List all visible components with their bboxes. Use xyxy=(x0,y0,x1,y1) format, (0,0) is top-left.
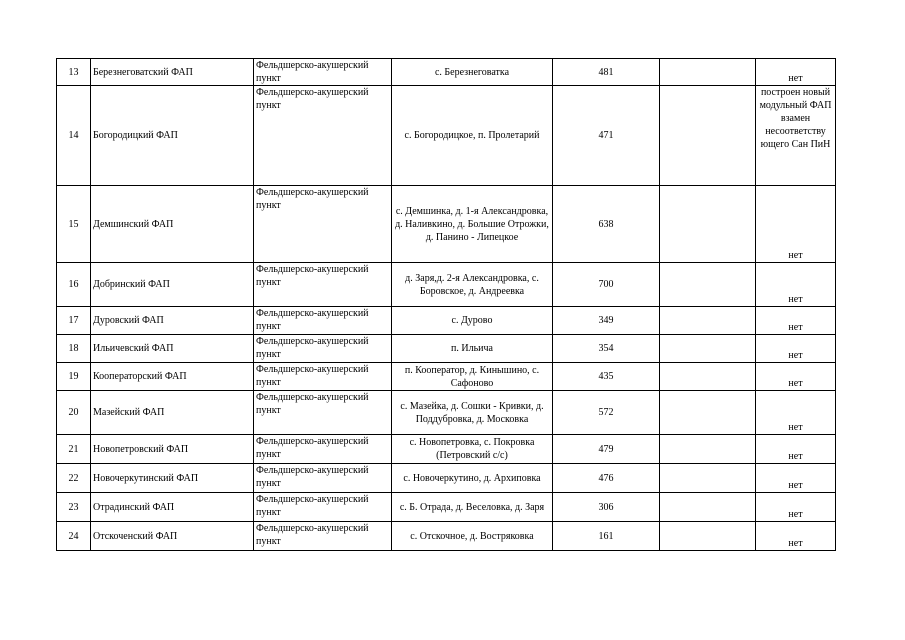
empty-cell xyxy=(660,263,756,307)
population-cell xyxy=(553,86,660,186)
settlements-cell xyxy=(392,464,553,493)
empty-cell xyxy=(660,335,756,363)
note-cell xyxy=(756,307,836,335)
settlements-cell xyxy=(392,59,553,86)
settlements-cell-text: п. Кооператор, д. Кинышино, с. Сафоново xyxy=(404,364,540,389)
row-number-cell-text: 14 xyxy=(68,130,79,141)
note-cell xyxy=(756,391,836,435)
table-row xyxy=(57,86,836,186)
row-number-cell xyxy=(57,363,91,391)
fap-name-cell-text: Ильичевский ФАП xyxy=(93,343,174,354)
row-number-cell-text: 19 xyxy=(68,371,79,382)
table-row xyxy=(57,363,836,391)
note-cell-text: нет xyxy=(788,480,803,491)
settlements-cell-text: п. Ильича xyxy=(451,343,493,354)
note-cell-text: построен новый модульный ФАП взамен несоответству ющего Сан ПиН xyxy=(759,87,832,150)
row-number-cell xyxy=(57,307,91,335)
facility-type-cell-text: Фельдшерско-акушерский пункт xyxy=(256,264,369,288)
population-cell xyxy=(553,464,660,493)
fap-name-cell xyxy=(91,363,254,391)
settlements-cell xyxy=(392,363,553,391)
settlements-cell-text: с. Мазейка, д. Сошки - Кривки, д. Поддубровка, д. Московка xyxy=(400,400,544,425)
fap-name-cell-text: Отскоченский ФАП xyxy=(93,530,178,542)
facility-type-cell-text: Фельдшерско-акушерский пункт xyxy=(256,364,369,388)
row-number-cell xyxy=(57,493,91,522)
empty-cell xyxy=(660,391,756,435)
facility-type-cell xyxy=(254,307,392,335)
population-cell xyxy=(553,391,660,435)
row-number-cell-text: 16 xyxy=(68,279,79,290)
fap-name-cell-text: Мазейский ФАП xyxy=(93,407,165,418)
settlements-cell xyxy=(392,86,553,186)
fap-name-cell-text: Демшинский ФАП xyxy=(93,218,174,230)
settlements-cell xyxy=(392,493,553,522)
facility-type-cell xyxy=(254,493,392,522)
fap-name-cell xyxy=(91,464,254,493)
note-cell xyxy=(756,435,836,464)
population-cell xyxy=(553,263,660,307)
population-cell xyxy=(553,435,660,464)
note-cell-text: нет xyxy=(788,294,803,305)
empty-cell xyxy=(660,363,756,391)
facility-type-cell xyxy=(254,263,392,307)
facility-type-cell xyxy=(254,59,392,86)
note-cell-text: нет xyxy=(788,509,803,520)
facility-type-cell xyxy=(254,391,392,435)
table-row xyxy=(57,435,836,464)
empty-cell xyxy=(660,186,756,263)
row-number-cell xyxy=(57,391,91,435)
population-cell-text: 435 xyxy=(598,371,614,382)
row-number-cell xyxy=(57,522,91,551)
note-cell xyxy=(756,522,836,551)
row-number-cell xyxy=(57,86,91,186)
empty-cell xyxy=(660,59,756,86)
population-cell xyxy=(553,186,660,263)
settlements-cell-text: с. Б. Отрада, д. Веселовка, д. Заря xyxy=(399,501,545,513)
row-number-cell-text: 13 xyxy=(68,66,79,78)
fap-name-cell xyxy=(91,86,254,186)
facility-type-cell xyxy=(254,335,392,363)
note-cell-text: нет xyxy=(788,250,803,261)
facility-type-cell-text: Фельдшерско-акушерский пункт xyxy=(256,392,369,416)
table-row xyxy=(57,391,836,435)
note-cell xyxy=(756,363,836,391)
facility-type-cell xyxy=(254,86,392,186)
empty-cell xyxy=(660,435,756,464)
settlements-cell-text: с. Отскочное, д. Востряковка xyxy=(410,530,534,542)
table-row xyxy=(57,464,836,493)
population-cell xyxy=(553,522,660,551)
row-number-cell xyxy=(57,263,91,307)
population-cell-text: 638 xyxy=(598,218,614,230)
population-cell-text: 354 xyxy=(598,343,614,354)
population-cell xyxy=(553,335,660,363)
fap-name-cell xyxy=(91,263,254,307)
row-number-cell-text: 18 xyxy=(68,343,79,354)
settlements-cell-text: с. Демшинка, д. 1-я Александровка, д. Наливкино, д. Большие Отрожки, д. Панино - Липецкое xyxy=(395,205,549,243)
fap-name-cell xyxy=(91,391,254,435)
facility-type-cell-text: Фельдшерско-акушерский пункт xyxy=(256,187,369,211)
population-cell-text: 572 xyxy=(598,407,614,418)
row-number-cell-text: 20 xyxy=(68,407,79,418)
note-cell xyxy=(756,335,836,363)
table-row xyxy=(57,307,836,335)
fap-name-cell-text: Богородицкий ФАП xyxy=(93,130,178,141)
fap-name-cell xyxy=(91,522,254,551)
population-cell xyxy=(553,307,660,335)
population-cell-text: 349 xyxy=(598,315,614,326)
table-row xyxy=(57,59,836,86)
fap-name-cell-text: Новопетровский ФАП xyxy=(93,443,189,455)
note-cell-text: нет xyxy=(788,73,803,84)
empty-cell xyxy=(660,307,756,335)
population-cell-text: 479 xyxy=(598,443,614,455)
settlements-cell xyxy=(392,435,553,464)
row-number-cell xyxy=(57,335,91,363)
settlements-cell-text: с. Новопетровка, с. Покровка (Петровский с/с) xyxy=(409,437,535,461)
population-cell-text: 481 xyxy=(598,66,614,78)
facility-type-cell xyxy=(254,186,392,263)
row-number-cell-text: 15 xyxy=(68,218,79,230)
settlements-cell xyxy=(392,335,553,363)
table-body xyxy=(57,59,836,551)
facility-type-cell-text: Фельдшерско-акушерский пункт xyxy=(256,308,369,332)
facility-type-cell xyxy=(254,522,392,551)
fap-name-cell-text: Отрадинский ФАП xyxy=(93,501,175,513)
note-cell xyxy=(756,263,836,307)
population-cell xyxy=(553,493,660,522)
population-cell-text: 471 xyxy=(598,130,614,141)
fap-name-cell-text: Дуровский ФАП xyxy=(93,315,164,326)
settlements-cell-text: д. Заря,д. 2-я Александровка, с. Боровское, д. Андреевка xyxy=(405,272,539,297)
facility-type-cell-text: Фельдшерско-акушерский пункт xyxy=(256,494,369,518)
row-number-cell xyxy=(57,464,91,493)
row-number-cell-text: 24 xyxy=(68,530,79,542)
settlements-cell xyxy=(392,522,553,551)
population-cell-text: 306 xyxy=(598,501,614,513)
row-number-cell-text: 23 xyxy=(68,501,79,513)
note-cell xyxy=(756,86,836,186)
settlements-cell xyxy=(392,263,553,307)
facility-type-cell-text: Фельдшерско-акушерский пункт xyxy=(256,60,369,84)
row-number-cell-text: 22 xyxy=(68,472,79,484)
population-cell xyxy=(553,363,660,391)
note-cell-text: нет xyxy=(788,378,803,389)
population-cell-text: 161 xyxy=(598,530,614,542)
fap-name-cell xyxy=(91,307,254,335)
settlements-cell-text: с. Березнеговатка xyxy=(434,66,510,78)
settlements-cell xyxy=(392,186,553,263)
facility-type-cell xyxy=(254,363,392,391)
settlements-cell-text: с. Дурово xyxy=(451,315,493,326)
note-cell xyxy=(756,493,836,522)
table-row xyxy=(57,263,836,307)
population-cell-text: 476 xyxy=(598,472,614,484)
note-cell xyxy=(756,186,836,263)
note-cell-text: нет xyxy=(788,322,803,333)
settlements-cell xyxy=(392,307,553,335)
facility-type-cell-text: Фельдшерско-акушерский пункт xyxy=(256,523,369,547)
fap-name-cell xyxy=(91,335,254,363)
note-cell-text: нет xyxy=(788,422,803,433)
row-number-cell-text: 17 xyxy=(68,315,79,326)
empty-cell xyxy=(660,493,756,522)
facility-type-cell-text: Фельдшерско-акушерский пункт xyxy=(256,436,369,460)
fap-name-cell-text: Добринский ФАП xyxy=(93,279,170,290)
row-number-cell xyxy=(57,186,91,263)
fap-name-cell-text: Кооператорский ФАП xyxy=(93,371,187,382)
note-cell xyxy=(756,464,836,493)
row-number-cell xyxy=(57,435,91,464)
fap-name-cell xyxy=(91,186,254,263)
fap-name-cell xyxy=(91,59,254,86)
table-row xyxy=(57,335,836,363)
empty-cell xyxy=(660,86,756,186)
note-cell-text: нет xyxy=(788,538,803,549)
fap-name-cell-text: Новочеркутинский ФАП xyxy=(93,472,199,484)
empty-cell xyxy=(660,464,756,493)
fap-name-cell-text: Березнеговатский ФАП xyxy=(93,66,193,78)
facility-type-cell xyxy=(254,464,392,493)
empty-cell xyxy=(660,522,756,551)
population-cell-text: 700 xyxy=(598,279,614,290)
note-cell-text: нет xyxy=(788,451,803,462)
fap-name-cell xyxy=(91,493,254,522)
settlements-cell xyxy=(392,391,553,435)
facility-type-cell-text: Фельдшерско-акушерский пункт xyxy=(256,465,369,489)
row-number-cell xyxy=(57,59,91,86)
facility-type-cell xyxy=(254,435,392,464)
table-row xyxy=(57,493,836,522)
fap-name-cell xyxy=(91,435,254,464)
note-cell-text: нет xyxy=(788,350,803,361)
facility-type-cell-text: Фельдшерско-акушерский пункт xyxy=(256,87,369,111)
note-cell xyxy=(756,59,836,86)
settlements-cell-text: с. Новочеркутино, д. Архиповка xyxy=(403,472,541,484)
table-row xyxy=(57,522,836,551)
row-number-cell-text: 21 xyxy=(68,443,79,455)
settlements-cell-text: с. Богородицкое, п. Пролетарий xyxy=(404,130,540,141)
population-cell xyxy=(553,59,660,86)
table-row xyxy=(57,186,836,263)
fap-table xyxy=(56,58,836,551)
facility-type-cell-text: Фельдшерско-акушерский пункт xyxy=(256,336,369,360)
